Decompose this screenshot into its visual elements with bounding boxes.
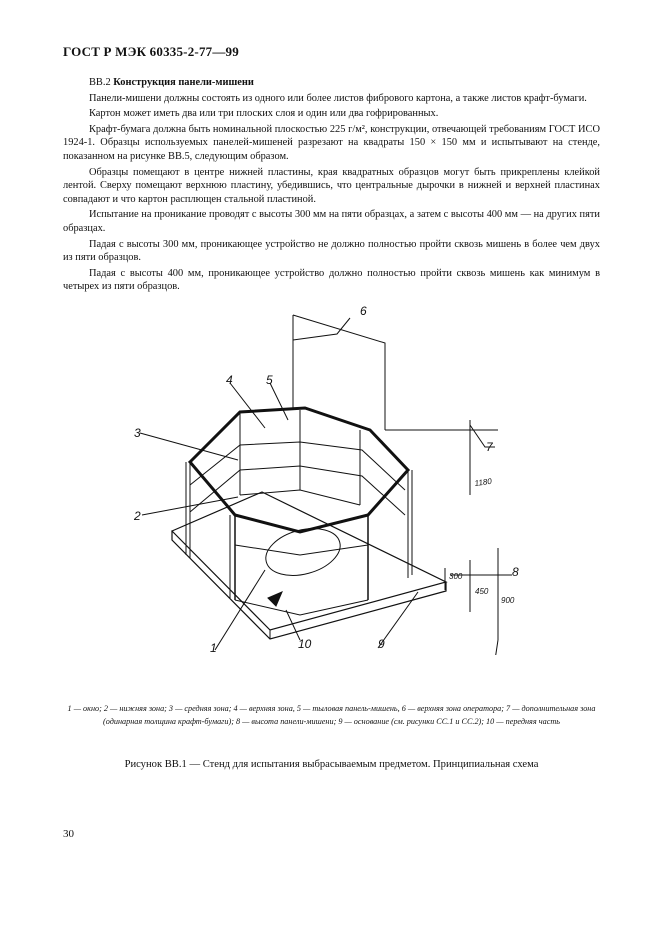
paragraph: Панели-мишени должны состоять из одного или более листов фибрового картона, а также листов крафт-бумаги. xyxy=(89,92,587,104)
figure-label-9: 9 xyxy=(378,637,385,651)
figure-label-2: 2 xyxy=(134,509,141,523)
figure-label-3: 3 xyxy=(134,426,141,440)
paragraph: Испытание на проникание проводят с высоты 300 мм на пяти образцах, а затем с высоты 400 мм — на других пяти образцах. xyxy=(63,209,600,234)
section-title: Конструкция панели-мишени xyxy=(113,77,254,88)
body-text xyxy=(63,76,600,296)
paragraph: Падая с высоты 400 мм, проникающее устройство должно полностью пройти сквозь мишень как минимум в четырех из пяти образцов. xyxy=(63,267,600,293)
page-number: 30 xyxy=(63,828,74,840)
figure-label-5: 5 xyxy=(266,373,273,387)
paragraph: Картон может иметь два или три плоских слоя и один или два гофрированных. xyxy=(89,108,439,120)
paragraph: Крафт-бумага должна быть номинальной плоскостью 225 г/м², конструкции, отвечающей требованиям ГОСТ ИСО 1924-1. Образцы используемых панелей-мишеней разрезают на квадраты 150 × 150 мм и испытывают на стенде, показанном на рисунке BB.5, следующим образом. xyxy=(63,123,600,162)
document-header: ГОСТ Р МЭК 60335-2-77—99 xyxy=(63,44,239,59)
figure-label-6: 6 xyxy=(360,304,367,318)
dimension-300: 300 xyxy=(449,572,463,581)
figure-caption: Рисунок BB.1 — Стенд для испытания выбрасываемым предметом. Принципиальная схема xyxy=(124,759,539,770)
paragraph: Образцы помещают в центре нижней пластины, края квадратных образцов могут быть прикреплены клейкой лентой. Сверху помещают верхнюю пластину, убедившись, что центральные дырочки в нижней и верхней пластинах совпадают и что картон расплющен стальной пластиной. xyxy=(63,166,600,205)
figure-label-4: 4 xyxy=(226,373,233,387)
figure-label-1: 1 xyxy=(210,641,217,655)
paragraph: Падая с высоты 300 мм, проникающее устройство не должно полностью пройти сквозь мишень в более чем двух из пяти образцов. xyxy=(63,238,600,264)
figure-label-7: 7 xyxy=(486,440,493,454)
section-heading xyxy=(63,76,600,90)
section-number: BB.2 xyxy=(89,77,111,88)
figure-legend: 1 — окно; 2 — нижняя зона; 3 — средняя зона; 4 — верхняя зона, 5 — тыловая панель-мишень, 6 — верхняя зона оператора; 7 — дополнительная зона (одинарная толщина крафт-бумаги); 8 — высота панели-мишени; 9 — основание (см. рисунки СС.1 и СС.2); 10 — передняя часть xyxy=(67,704,596,726)
figure-label-10: 10 xyxy=(298,637,312,651)
dimension-1180: 1180 xyxy=(474,476,493,488)
figure-label-8: 8 xyxy=(512,565,519,579)
test-stand-diagram xyxy=(100,295,560,655)
dimension-450: 450 xyxy=(475,587,489,596)
dimension-900: 900 xyxy=(501,596,515,605)
